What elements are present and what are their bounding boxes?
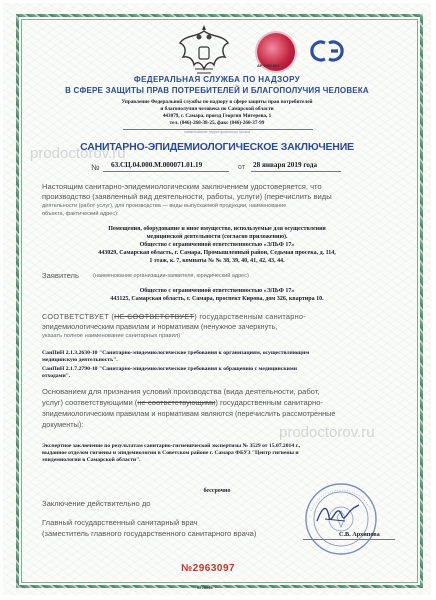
compliance-line3: указать полное наименование санитарных правил) <box>42 333 181 339</box>
validity-value: бессрочно <box>203 488 231 494</box>
applicant-name: Общество с ограниченной ответственностью «ЭЛЬФ 17» <box>139 288 295 294</box>
document-title: САНИТАРНО-ЭПИДЕМИОЛОГИЧЕСКОЕ ЗАКЛЮЧЕНИЕ <box>80 141 354 153</box>
applicant-address: 443125, Самарская область, г. Самара, проспект Кирова, дом 326, квартира 10. <box>110 296 324 302</box>
expert-line1: Экспертное заключение по результатам санитарно-гигиенической экспертизы № 3529 от 15.07.2014 г., <box>42 443 301 449</box>
rule2-line1: СанПиН 2.1.7.2790-10 "Санитарно-эпидемиологические требования к обращению с медицинскими <box>42 366 298 372</box>
form-number: №2963097 <box>181 563 236 574</box>
intro-line3: деятельности (работ услуг), для производства — виды выпускаемой продукции, наименование <box>42 203 287 209</box>
date-label: от <box>238 164 245 171</box>
signatory-line2: (заместитель главного государственного санитарного врача) <box>42 529 257 538</box>
basis-line4: документы): <box>42 420 84 429</box>
stamp-code: АР 2551884 <box>257 63 280 68</box>
intro-line4: объекта, фактический адрес): <box>42 211 119 217</box>
subject-line2: медицинской деятельности (согласно приложению). <box>146 234 288 240</box>
applicant-label: Заявитель <box>42 271 79 280</box>
watermark-middle: prodoctorov.ru <box>279 424 375 441</box>
validity-label: Заключение действительно до <box>42 499 151 508</box>
compliance-line2: эпидемиологическим правилам и нормативам (ненужное зачеркнуть, <box>42 322 278 331</box>
number-underline <box>103 171 229 172</box>
bottom-code: 0278944 <box>197 585 213 590</box>
basis-strike: не соответствующими <box>137 398 216 407</box>
basis-part2: ) государственным санитарно- <box>215 398 323 407</box>
signatory-line1: Главный государственный санитарный врач <box>42 518 198 527</box>
compliance-strike: НЕ СООТВЕТСТВУЕТ <box>114 312 195 321</box>
certificate-sheet <box>3 3 431 595</box>
certificate-date: 28 января 2019 года <box>253 161 318 169</box>
certificate-number: 63.СЦ.04.000.М.000071.01.19 <box>111 161 203 169</box>
rule1-line2: медицинскую деятельность". <box>42 357 118 363</box>
signatory-name: С.В. Архипова <box>339 531 380 538</box>
compliance-part2: ) государственным санитарно- <box>194 312 307 321</box>
compliance-part1: СООТВЕТСТВУЕТ ( <box>42 312 115 321</box>
dept-address: 443079, г. Самара, проезд Георгия Митерева, 1 <box>162 113 272 119</box>
subject-line5: 1 этаж, к. 7, комнаты № № 38, 39, 40, 41, 42, 43, 44. <box>149 258 285 264</box>
date-underline <box>251 171 341 172</box>
compliance-line1 <box>42 312 306 321</box>
org-title-line1: ФЕДЕРАЛЬНАЯ СЛУЖБА ПО НАДЗОРУ <box>133 75 301 84</box>
header-caption: наименование территориального органа <box>183 130 251 134</box>
rule2-line2: отходами". <box>42 373 71 379</box>
watermark-top: prodoctorov.ru <box>30 145 126 162</box>
expert-line2: выданное отделом гигиены и эпидемиологии в Советском районе г. Самара ФБУЗ "Центр гигиены и <box>42 450 299 456</box>
subject-line3: Общество с ограниченной ответственностью «ЭЛЬФ 17» <box>139 242 295 248</box>
sanitary-logo-icon <box>307 39 347 63</box>
basis-part1: услуг) соответствующими ( <box>42 398 138 407</box>
subject-line1: Помещения, оборудование и иное имущество, используемые для осуществления <box>108 226 326 232</box>
rule1-line1: СанПиН 2.1.3.2630-10 "Санитарно-эпидемиологические требования к организациям, осуществляющим <box>42 350 310 356</box>
intro-line1: Настоящим санитарно-эпидемиологическим заключением удостоверяется, что <box>42 182 322 191</box>
signature-rule <box>303 539 395 540</box>
dept-line1: Управление Федеральной службы по надзору в сфере защиты прав потребителей <box>121 99 313 105</box>
basis-line1: Основанием для признания условий производства (вида деятельности, работ, <box>42 387 320 396</box>
applicant-caption: (наименование организации-заявителя, юридический адрес) <box>93 273 249 279</box>
basis-line2 <box>42 398 323 407</box>
handwritten-signature-icon <box>315 501 361 527</box>
number-label: № <box>91 163 100 172</box>
intro-line2: производство (заявленный вид деятельности, работы, услуги) (перечислить виды <box>42 192 332 201</box>
org-title-line2: В СФЕРЕ ЗАЩИТЫ ПРАВ ПОТРЕБИТЕЛЕЙ И БЛАГОПОЛУЧИЯ ЧЕЛОВЕКА <box>65 86 369 95</box>
basis-line3: эпидемиологическим правилам и нормативам являются (перечислить рассмотренные <box>42 409 336 418</box>
russian-eagle-emblem-icon <box>175 25 233 81</box>
dept-line2: и благополучия человека по Самарской области <box>160 106 274 112</box>
subject-line4: 443029, Самарская область, г. Самара, Промышленный район, Седьмая просека, д. 114, <box>98 250 336 256</box>
dept-phones: тел. (846)-260-38-25, факс (846)-260-37-99 <box>169 120 265 126</box>
expert-line3: эпидемиологии в Самарской области". <box>42 457 141 463</box>
